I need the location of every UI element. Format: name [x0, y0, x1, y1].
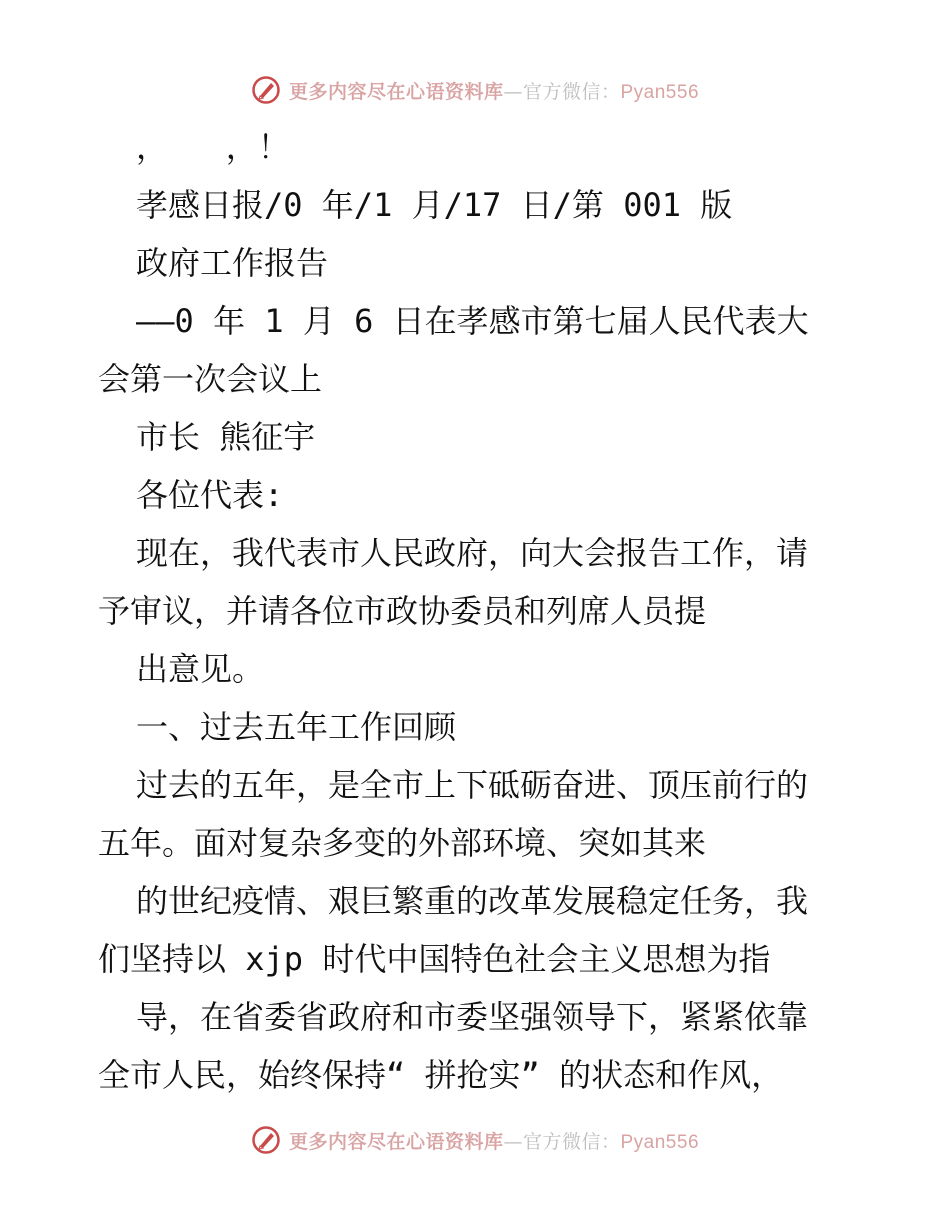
banner-dash: — [503, 80, 523, 103]
paragraph-line: 五年。面对复杂多变的外部环境、突如其来 [98, 824, 707, 862]
banner-official-label: 官方微信： [522, 1130, 621, 1153]
banner-dash: — [503, 1130, 523, 1153]
subtitle-line-continued: 会第一次会议上 [98, 360, 323, 398]
banner-text [289, 1127, 699, 1154]
author-line: 市长 熊征宇 [136, 418, 316, 456]
pen-logo-icon [251, 75, 281, 105]
salutation: 各位代表: [136, 476, 284, 514]
newspaper-source-line: 孝感日报/0 年/1 月/17 日/第 001 版 [136, 186, 733, 224]
paragraph-line: 予审议，并请各位市政协委员和列席人员提 [98, 592, 707, 630]
banner-official-label: 官方微信： [522, 80, 621, 103]
document-body [98, 118, 858, 1104]
footer-banner [0, 1118, 950, 1162]
paragraph-line: 导，在省委省政府和市委坚强领导下，紧紧依靠 [136, 998, 809, 1036]
banner-main-text: 更多内容尽在心语资料库 [288, 1130, 504, 1153]
subtitle-line: ——0 年 1 月 6 日在孝感市第七届人民代表大 [136, 302, 809, 340]
paragraph-line: 们坚持以 xjp 时代中国特色社会主义思想为指 [98, 940, 771, 978]
document-title: 政府工作报告 [136, 244, 329, 282]
paragraph-line: 全市人民，始终保持“ 拼抢实” 的状态和作风， [98, 1056, 784, 1094]
header-banner [0, 68, 950, 112]
banner-wechat-id: Pyan556 [620, 81, 700, 103]
section-heading: 一、过去五年工作回顾 [136, 708, 457, 746]
banner-main-text: 更多内容尽在心语资料库 [288, 80, 504, 103]
paragraph-line: 现在，我代表市人民政府，向大会报告工作，请 [136, 534, 809, 572]
paragraph-line: 过去的五年，是全市上下砥砺奋进、顶压前行的 [136, 766, 809, 804]
banner-wechat-id: Pyan556 [620, 1131, 700, 1153]
paragraph-line: 的世纪疫情、艰巨繁重的改革发展稳定任务，我 [136, 882, 809, 920]
text-line: ， ，！ [136, 128, 290, 166]
banner-text [289, 77, 699, 104]
pen-logo-icon [251, 1125, 281, 1155]
paragraph-line: 出意见。 [136, 650, 265, 688]
